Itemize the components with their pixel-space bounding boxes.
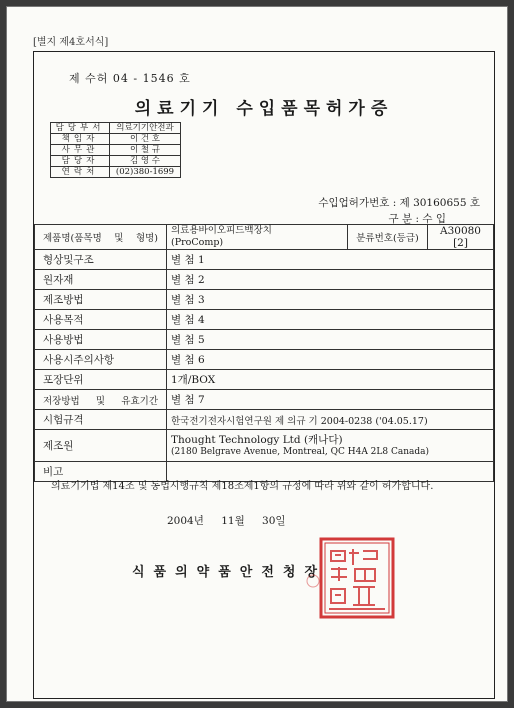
class-number-key: 분류번호(등급) [348,225,428,250]
table-row [35,310,494,330]
product-name-key: 제품명(품목명 및 형명) [35,225,167,250]
staff-value: 이 철 규 [110,145,181,156]
table-row [35,330,494,350]
remark-key: 비고 [35,462,167,482]
material-key: 원자재 [35,270,167,290]
staff-row [51,134,181,145]
form-label: [별지 제4호서식] [33,37,109,48]
table-row [35,350,494,370]
test-spec-key: 시험규격 [35,410,167,430]
table-row [35,225,494,250]
manufacturer-value [167,430,494,462]
issue-date: 2004년 11월 30일 [167,515,286,527]
package-key: 포장단위 [35,370,167,390]
product-name: 의료용바이오피드백장치 [171,225,272,236]
storage-key: 저장방법 및 유효기간 [35,390,167,410]
manufacturer-key: 제조원 [35,430,167,462]
table-row [35,290,494,310]
storage-value: 별 첨 7 [167,390,494,410]
table-row [35,390,494,410]
manufacturer-address: (2180 Belgrave Avenue, Montreal, QC H4A 2L8 Canada) [171,446,430,457]
caution-key: 사용시주의사항 [35,350,167,370]
staff-value: (02)380-1699 [110,167,181,178]
purpose-key: 사용목적 [35,310,167,330]
caution-value: 별 첨 6 [167,350,494,370]
product-table [34,224,494,482]
document-title: 의료기기 수입품목허가증 [134,99,394,119]
staff-value: 의료기기안전과 [110,123,181,134]
shape-value: 별 첨 1 [167,250,494,270]
table-row [35,270,494,290]
staff-key: 담당자 [51,156,110,167]
usage-key: 사용방법 [35,330,167,350]
staff-key: 연락처 [51,167,110,178]
table-row [35,250,494,270]
staff-value: 김 영 수 [110,156,181,167]
staff-key: 사무관 [51,145,110,156]
material-value: 별 첨 2 [167,270,494,290]
class-number-value: A30080 [2] [428,225,494,250]
test-spec-value: 한국전기전자시험연구원 제 의규 기 2004-0238 ('04.05.17) [167,410,494,430]
certificate-number: 제 수허 04 - 1546 호 [69,72,191,85]
shape-key: 형상및구조 [35,250,167,270]
staff-row [51,145,181,156]
staff-key: 담당부서 [51,123,110,134]
table-row [35,410,494,430]
staff-value: 이 건 호 [110,134,181,145]
permit-category: 구 분 : 수 입 [388,213,446,225]
manufacturer-name: Thought Technology Ltd (캐나다) [171,433,343,446]
staff-row [51,167,181,178]
staff-row [51,123,181,134]
table-row [35,370,494,390]
method-key: 제조방법 [35,290,167,310]
purpose-value: 별 첨 4 [167,310,494,330]
approval-statement: 의료기기법 제14조 및 동법시행규칙 제18조제1항의 규정에 따라 위와 같이 허가합니다. [51,481,434,492]
staff-table [50,122,181,178]
table-row [35,430,494,462]
official-seal-icon [301,537,397,621]
staff-row [51,156,181,167]
package-value: 1개/BOX [167,370,494,390]
usage-value: 별 첨 5 [167,330,494,350]
product-name-value [167,225,348,250]
product-model: (ProComp) [171,237,224,248]
method-value: 별 첨 3 [167,290,494,310]
issuing-authority: 식품의약품안전청장 [132,565,327,580]
certificate [33,51,495,699]
staff-key: 책임자 [51,134,110,145]
import-permit-number: 수입업허가번호 : 제 30160655 호 [318,197,480,209]
page-frame [6,6,508,702]
